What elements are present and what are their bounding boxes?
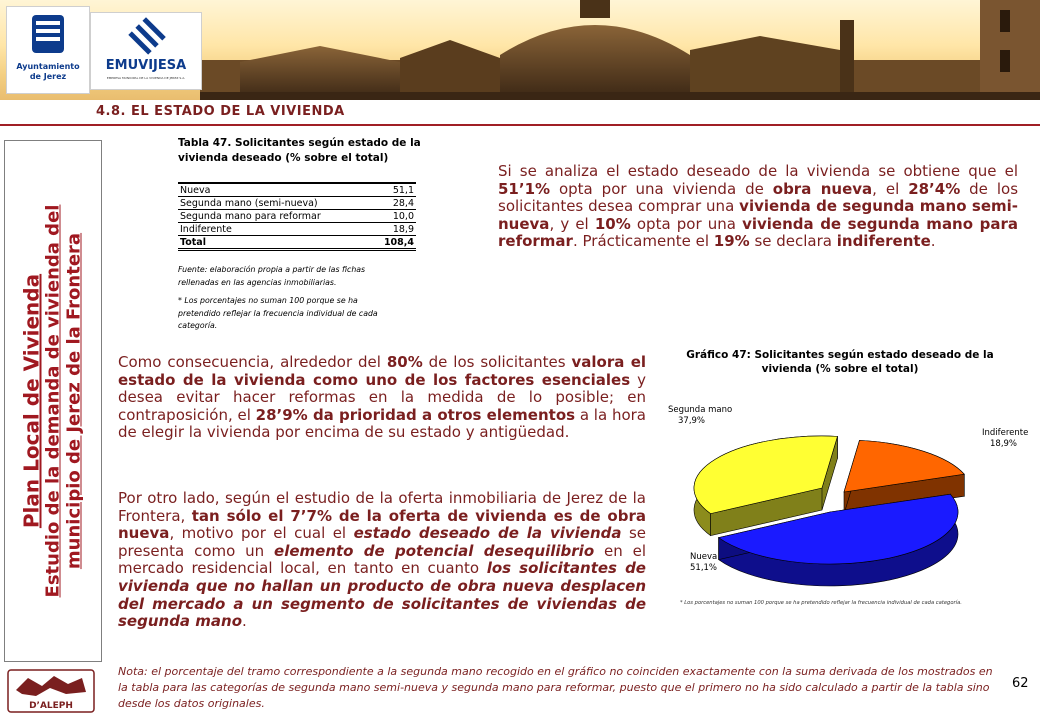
- row-value: 28,4: [371, 197, 416, 210]
- label-indiferente-value: 18,9%: [990, 439, 1018, 449]
- table-total-row: [178, 236, 416, 250]
- highlight: vivienda de segunda mano para reformar: [498, 214, 1018, 251]
- page-header: [0, 0, 1040, 100]
- label-segunda-mano-name: Segunda mano: [668, 405, 733, 415]
- text: , motivo por el cual el: [169, 524, 354, 543]
- text: , y el: [549, 214, 595, 233]
- row-value: 51,1: [371, 183, 416, 197]
- table-row: [178, 210, 416, 223]
- text: y desea evitar hacer reformas en la medida de lo posible; en contraposición, el: [118, 370, 646, 424]
- paragraph-estado-deseado: [498, 163, 1018, 251]
- table-title: [178, 136, 440, 166]
- paragraph-oferta: [118, 490, 646, 631]
- text: , el: [872, 179, 909, 198]
- section-title: 4.8. EL ESTADO DE LA VIVIENDA: [96, 104, 345, 119]
- text: en el mercado residencial local, en tanto en cuanto: [118, 541, 646, 578]
- chart-title: [660, 348, 1020, 376]
- sidebar-line1: Plan Local de Vivienda: [19, 273, 44, 529]
- highlight: obra nueva: [772, 179, 873, 198]
- text: opta por una: [630, 214, 743, 233]
- label-segunda-mano-value: 37,9%: [678, 416, 706, 426]
- highlight: los solicitantes de vivienda que no hallan un producto de obra nueva desplacen del mercado a un segmento de solicitantes de viviendas de segunda mano: [118, 559, 646, 631]
- table-note: * Los porcentajes no suman 100 porque se ha pretendido reflejar la frecuencia individual de cada categoría.: [178, 296, 378, 330]
- daleph-logo-text: D’ALEPH: [29, 701, 73, 711]
- text: .: [242, 612, 247, 631]
- row-value: 10,0: [371, 210, 416, 223]
- row-label: Segunda mano (semi-nueva): [178, 197, 371, 210]
- label-nueva-value: 51,1%: [690, 563, 718, 573]
- row-label: Nueva: [178, 183, 371, 197]
- highlight: indiferente: [836, 232, 931, 251]
- highlight: 19%: [713, 232, 750, 251]
- label-nueva-name: Nueva: [690, 552, 718, 562]
- sidebar-line3: municipio de Jerez de la Frontera: [63, 232, 85, 570]
- chart-title-line2: vivienda (% sobre el total): [761, 363, 919, 375]
- data-table: [178, 182, 416, 251]
- ayuntamiento-logo: [6, 6, 90, 94]
- text: Como consecuencia, alrededor del: [118, 353, 387, 371]
- logo-right-name: EMUVIJESA: [105, 58, 187, 73]
- text: .: [930, 232, 936, 251]
- highlight: 51’1%: [498, 179, 551, 198]
- logo-right-subtitle: EMPRESA MUNICIPAL DE LA VIVIENDA DE JEREZ S.A.: [106, 76, 186, 80]
- highlight: 28’4%: [908, 179, 961, 198]
- sidebar-title-box: [4, 140, 102, 662]
- cathedral-photo: [200, 0, 1040, 100]
- text: de los solicitantes desea comprar una: [498, 179, 1019, 216]
- text: . Prácticamente el: [572, 232, 714, 251]
- text: de los solicitantes: [422, 353, 572, 371]
- table-title-line2: vivienda deseado (% sobre el total): [178, 152, 389, 164]
- table-row: [178, 183, 416, 197]
- highlight: tan sólo el 7’7% de la oferta de vivienda es de obra nueva: [118, 506, 646, 543]
- paragraph-consecuencia: [118, 354, 646, 442]
- table-source: Fuente: elaboración propia a partir de las fichas rellenadas en las agencias inmobiliarias.: [178, 265, 366, 287]
- title-divider: [0, 124, 1040, 126]
- pie-chart-47: [660, 346, 1029, 614]
- logo-left-line2: de Jerez: [29, 72, 67, 81]
- page-number: 62: [1012, 676, 1029, 691]
- table-row: [178, 197, 416, 210]
- label-indiferente-name: Indiferente: [982, 428, 1029, 438]
- text: Si se analiza el estado deseado de la vivienda se obtiene que el: [498, 162, 1018, 180]
- row-label: Indiferente: [178, 223, 371, 236]
- highlight: estado deseado de la vivienda: [353, 524, 622, 543]
- text: se declara: [749, 232, 837, 251]
- text: opta por una vivienda de: [550, 179, 773, 198]
- highlight: 10%: [594, 214, 631, 233]
- text: se presenta como un: [118, 524, 647, 560]
- chart-title-line1: Gráfico 47: Solicitantes según estado deseado de la: [686, 349, 994, 361]
- table-47: [178, 136, 440, 333]
- emuvijesa-logo: [90, 12, 202, 90]
- logo-left-line1: Ayuntamiento: [16, 62, 80, 71]
- table-title-line1: Tabla 47. Solicitantes según estado de la: [178, 137, 421, 149]
- pie-slices: [694, 436, 964, 586]
- highlight: 80%: [386, 353, 423, 371]
- table-row: [178, 223, 416, 236]
- highlight: elemento de potencial desequilibrio: [274, 541, 595, 560]
- total-value: 108,4: [371, 236, 416, 250]
- highlight: valora el estado de la vivienda como uno de los factores esenciales: [118, 353, 647, 389]
- highlight: 28’9% da prioridad a otros elementos: [255, 405, 576, 424]
- text: a la hora de elegir la vivienda por encima de su estado y antigüedad.: [118, 405, 646, 442]
- row-label: Segunda mano para reformar: [178, 210, 371, 223]
- row-value: 18,9: [371, 223, 416, 236]
- chart-footnote: * Los porcentajes no suman 100 porque se ha pretendido reflejar la frecuencia individual de cada categoría.: [680, 600, 962, 606]
- daleph-logo: [6, 668, 96, 714]
- sidebar-title: [19, 141, 85, 661]
- sidebar-line2: Estudio de la demanda de vivienda del: [42, 204, 64, 598]
- chart-canvas: [660, 346, 1029, 614]
- text: Por otro lado, según el estudio de la oferta inmobiliaria de Jerez de la Frontera,: [118, 489, 646, 525]
- footer-note: Nota: el porcentaje del tramo correspondiente a la segunda mano recogido en el gráfico no coinciden exactamente con la suma derivada de los mostrados en la tabla para las categorías de segunda mano semi-nueva y segunda mano para reformar, puesto que el primero no ha sido calculado a partir de la tabla sino desde los datos originales.: [118, 665, 993, 710]
- total-label: Total: [178, 236, 371, 250]
- highlight: vivienda de segunda mano semi-nueva: [498, 197, 1018, 233]
